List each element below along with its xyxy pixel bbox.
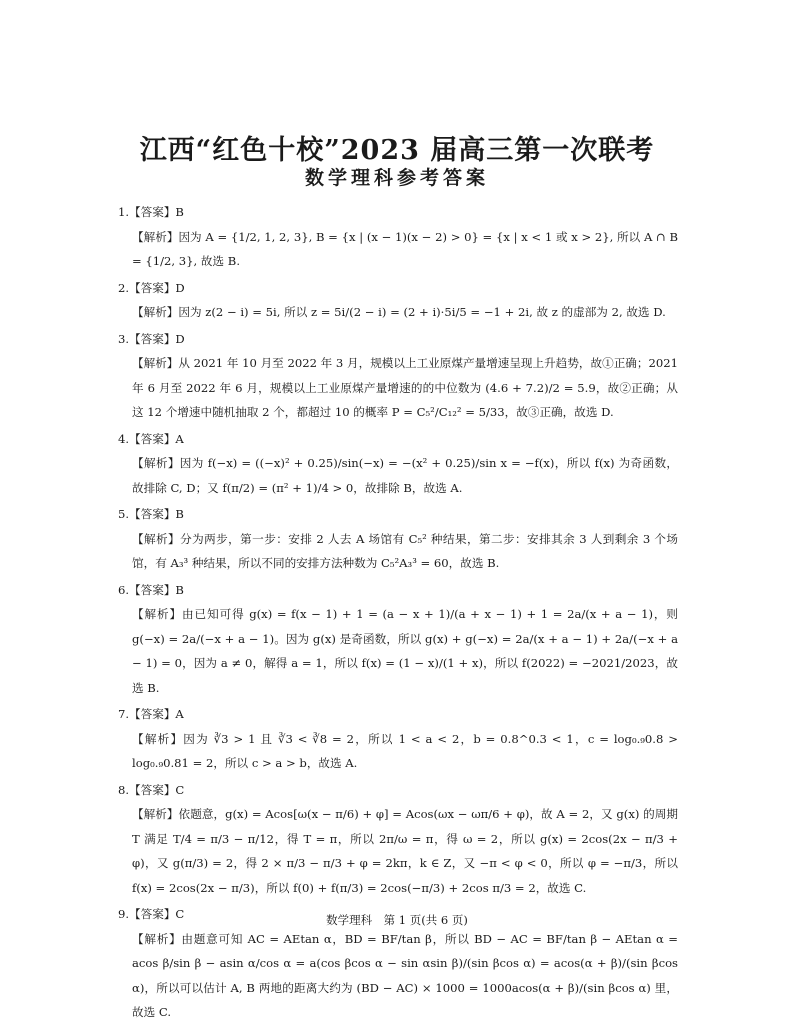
question-4 [120, 427, 678, 501]
analysis-text: 【解析】由已知可得 g(x) = f(x − 1) + 1 = (a − x + 1)/(a + x − 1) + 1 = 2a/(x + a − 1)，则 g(−x) = 2a/(−x + a − 1)。因为 g(x) 是奇函数，所以 g(x) + g(−x) = 2a/(x + a − 1) + 2a/(−x + a − 1) = 0，因为 a ≠ 0，解得 a = 1，所以 f(x) = (1 − x)/(1 + x)，所以 f(2022) = −2021/2023，故选 B. [132, 607, 678, 695]
analysis-text: 【解析】因为 f(−x) = ((−x)² + 0.25)/sin(−x) = −(x² + 0.25)/sin x = −f(x)，所以 f(x) 为奇函数，故排除 C, D；又 f(π/2) = (π² + 1)/4 > 0，故排除 B，故选 A. [132, 456, 678, 495]
answer-line: 3.【答案】D [118, 331, 185, 346]
questions-list [120, 200, 678, 1027]
question-7 [120, 702, 678, 776]
answer-line: 7.【答案】A [118, 707, 184, 721]
analysis-text: 【解析】依题意，g(x) = Acos[ω(x − π/6) + φ] = Acos(ωx − ωπ/6 + φ)，故 A = 2，又 g(x) 的周期 T 满足 T/4 = π/3 − π/12，得 T = π，所以 2π/ω = π，得 ω = 2，所以 g(x) = 2cos(2x − π/3 + φ)，又 g(π/3) = 2，得 2 × π/3 − π/3 + φ = 2kπ，k ∈ Z，又 −π < φ < 0，所以 φ = −π/3，所以 f(x) = 2cos(2x − π/3)，所以 f(0) + f(π/3) = 2cos(−π/3) + 2cos π/3 = 2，故选 C. [132, 807, 678, 895]
question-8 [120, 778, 678, 901]
question-6 [120, 578, 678, 701]
answer-line: 8.【答案】C [118, 782, 185, 797]
answer-line: 9.【答案】C [118, 907, 185, 921]
analysis-text: 【解析】因为 A = {1/2, 1, 2, 3}, B = {x | (x − 1)(x − 2) > 0} = {x | x < 1 或 x > 2}, 所以 A ∩ B = {1/2, 3}, 故选 B. [132, 229, 678, 268]
answer-line: 6.【答案】B [118, 582, 184, 597]
document-title: 江西“红色十校”2023 届高三第一次联考 [139, 135, 655, 166]
answer-line: 2.【答案】D [118, 280, 185, 295]
analysis-text: 【解析】分为两步，第一步：安排 2 人去 A 场馆有 C₅² 种结果，第二步：安排其余 3 人到剩余 3 个场馆，有 A₃³ 种结果，所以不同的安排方法种数为 C₅²A₃³ = 60，故选 B. [132, 531, 678, 570]
question-3 [120, 327, 678, 425]
page-footer: 数学理科 第 1 页(共 6 页) [326, 913, 468, 927]
analysis-text: 【解析】因为 z(2 − i) = 5i, 所以 z = 5i/(2 − i) = (2 + i)·5i/5 = −1 + 2i, 故 z 的虚部为 2, 故选 D. [132, 305, 666, 319]
question-5 [120, 502, 678, 576]
document-subtitle: 数学理科参考答案 [304, 167, 489, 189]
analysis-text: 【解析】因为 ∛3 > 1 且 ∛3 < ∛8 = 2，所以 1 < a < 2，b = 0.8^0.3 < 1，c = log₀.₉0.8 > log₀.₉0.81 = 2，所以 c > a > b，故选 A. [132, 731, 678, 770]
answer-line: 5.【答案】B [118, 507, 184, 521]
question-2 [120, 276, 678, 325]
analysis-text: 【解析】从 2021 年 10 月至 2022 年 3 月，规模以上工业原煤产量增速呈现上升趋势，故①正确；2021 年 6 月至 2022 年 6 月，规模以上工业原煤产量增速的的中位数为 (4.6 + 7.2)/2 = 5.9，故②正确；从这 12 个增速中随机抽取 2 个，都超过 10 的概率 P = C₅²/C₁₂² = 5/33，故③正确，故选 D. [132, 356, 678, 419]
analysis-text: 【解析】由题意可知 AC = AEtan α，BD = BF/tan β，所以 BD − AC = BF/tan β − AEtan α = acos β/sin β − asin α/cos α = a(cos βcos α − sin αsin β)/(sin βcos α) = acos(α + β)/(sin βcos α)，所以可以估计 A, B 两地的距离大约为 (BD − AC) × 1000 = 1000acos(α + β)/(sin βcos α) 里，故选 C. [132, 931, 678, 1019]
question-1 [120, 200, 678, 274]
answer-line: 4.【答案】A [118, 431, 184, 446]
answer-line: 1.【答案】B [118, 205, 184, 219]
